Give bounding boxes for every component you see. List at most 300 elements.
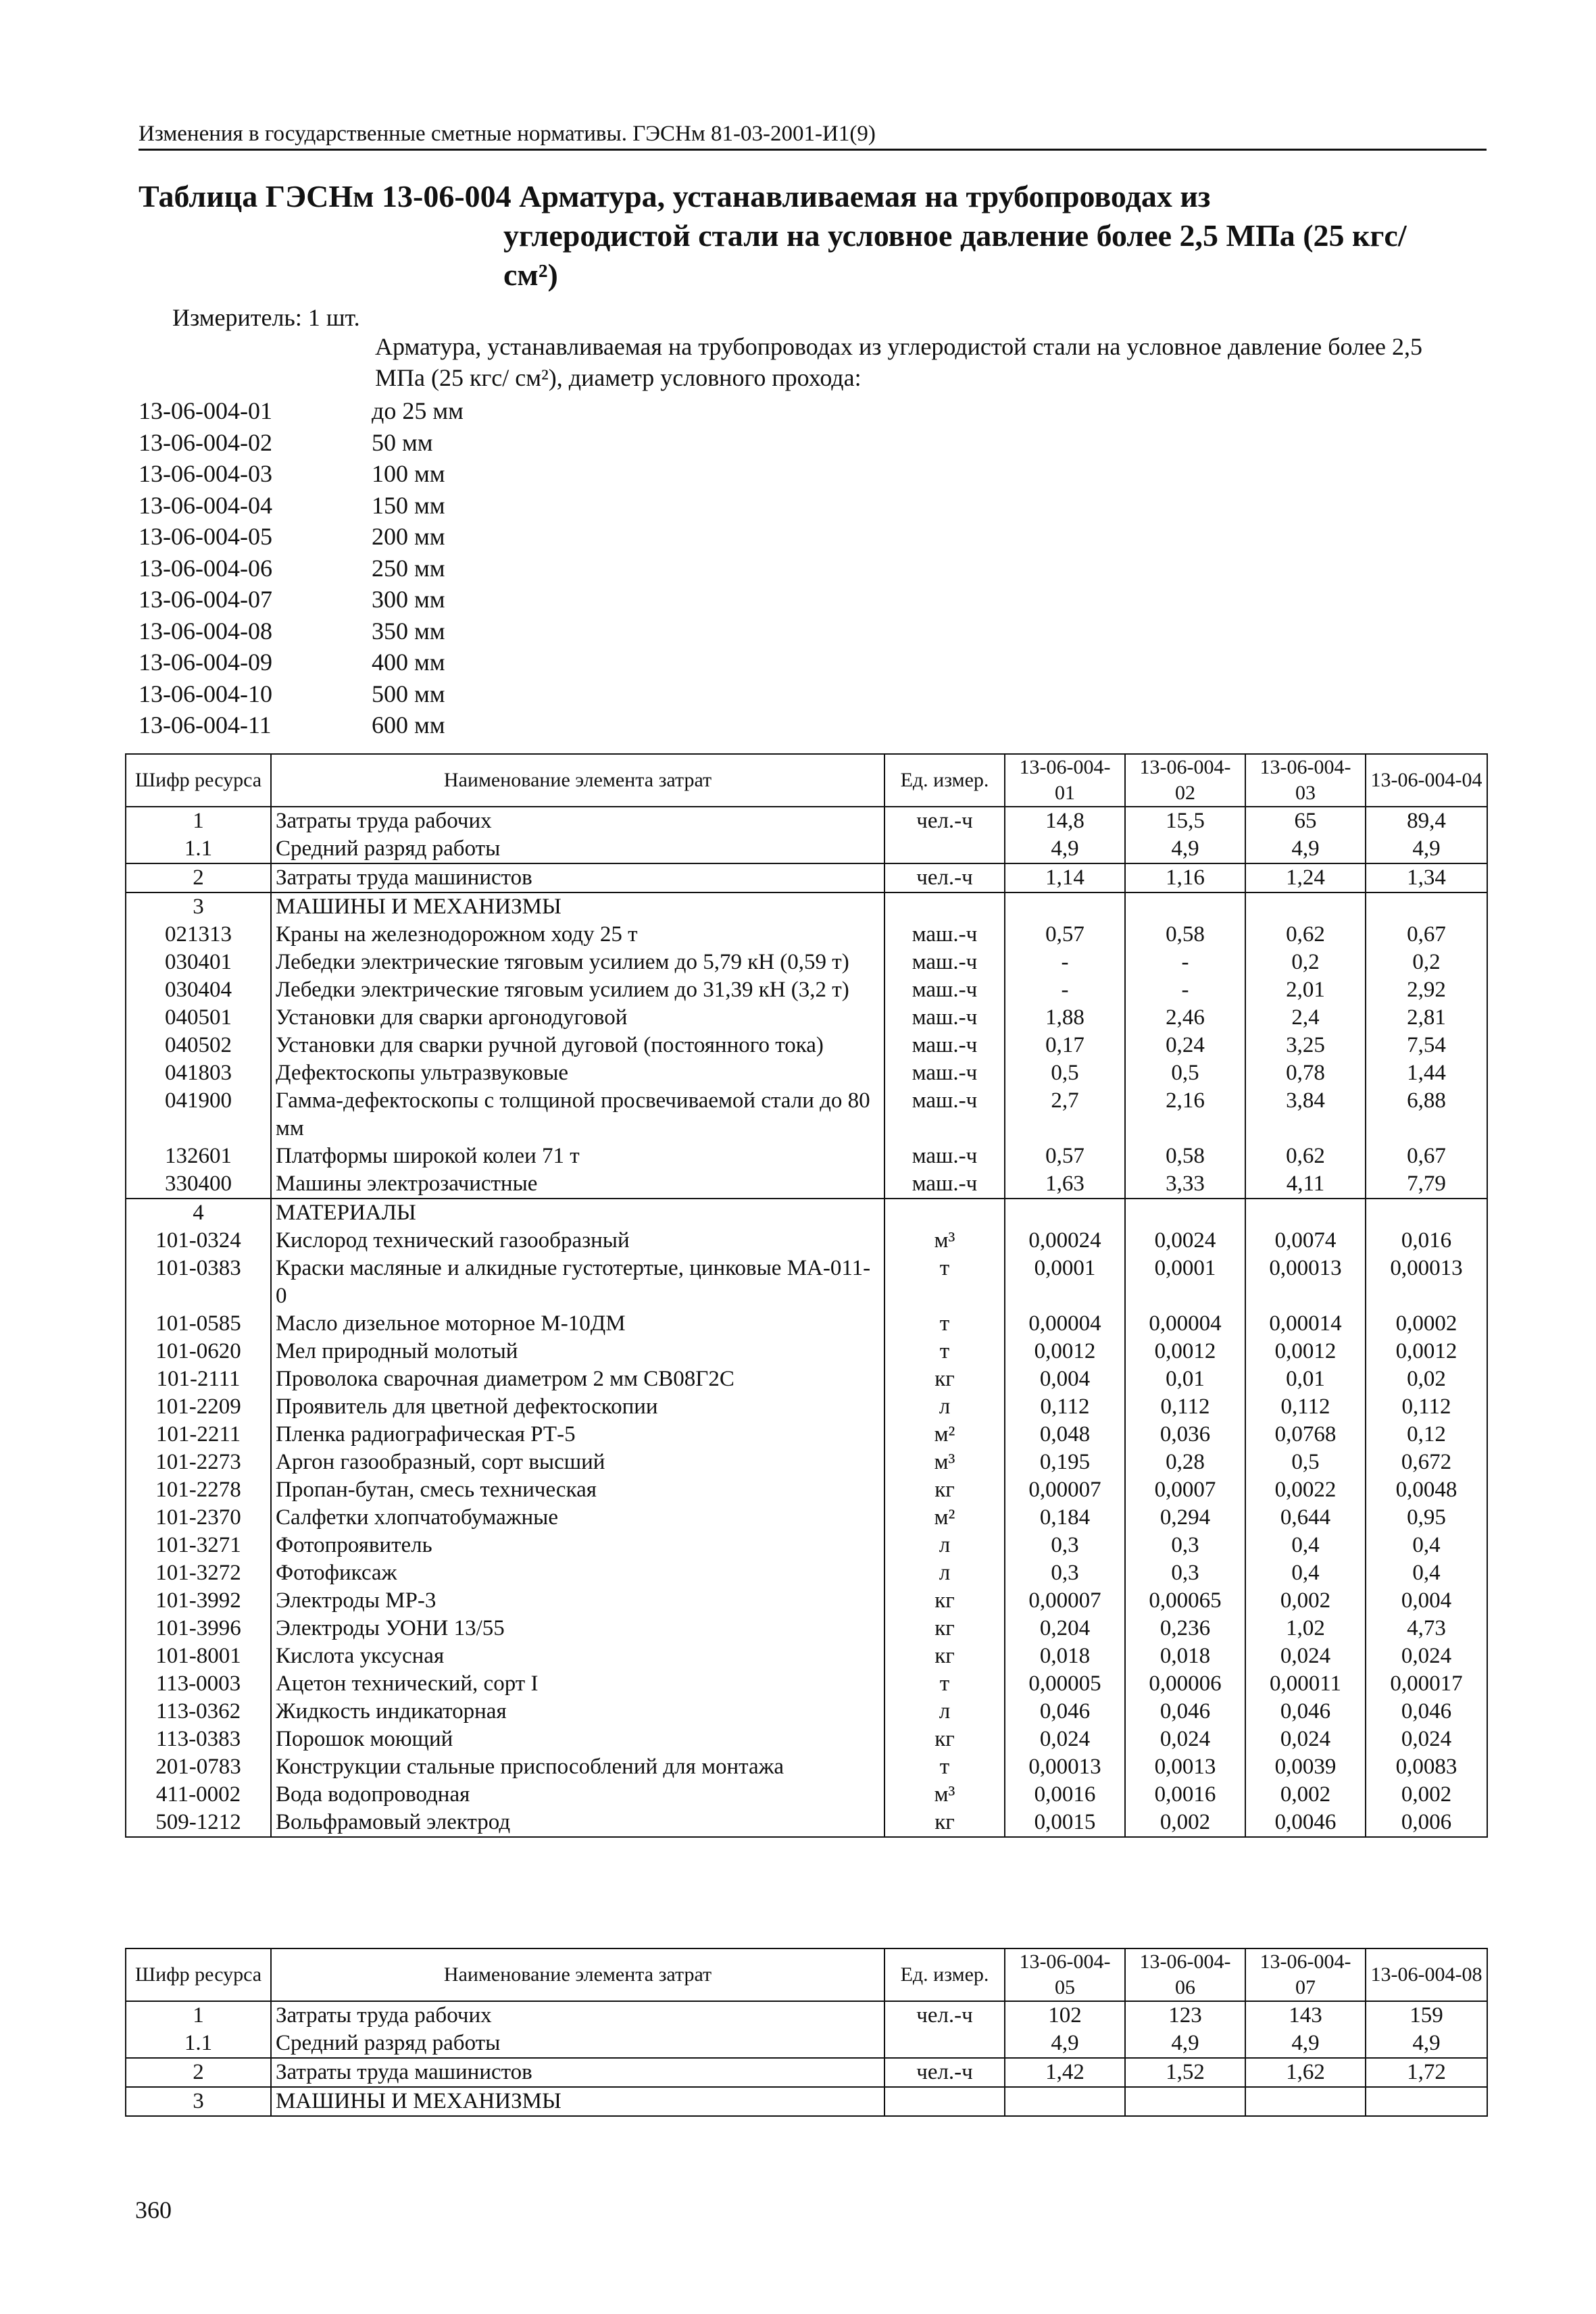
norm-code-row: [139, 678, 464, 710]
value-cell: 0,236: [1125, 1615, 1245, 1642]
norm-diameter: 50 мм: [372, 428, 433, 456]
cost-item-name: Кислота уксусная: [271, 1642, 884, 1670]
cost-item-name: Средний разряд работы: [271, 2030, 884, 2058]
value-cell: 0,0012: [1366, 1338, 1487, 1365]
unit-cell: чел.-ч: [884, 2001, 1005, 2030]
resource-code: 2: [126, 2058, 271, 2087]
table-row: [126, 1615, 1487, 1642]
value-cell: 4,73: [1366, 1615, 1487, 1642]
measurement-unit: Измеритель: 1 шт.: [172, 304, 360, 331]
value-cell: [1125, 892, 1245, 921]
unit-cell: маш.-ч: [884, 1142, 1005, 1170]
table-row: [126, 1059, 1487, 1087]
resource-code: 113-0362: [126, 1698, 271, 1726]
value-cell: 1,62: [1245, 2058, 1366, 2087]
resource-code: 021313: [126, 921, 271, 949]
resource-code: 330400: [126, 1170, 271, 1199]
cost-item-name: Затраты труда рабочих: [271, 807, 884, 835]
value-cell: 2,81: [1366, 1004, 1487, 1032]
value-cell: 2,4: [1245, 1004, 1366, 1032]
unit-cell: т: [884, 1338, 1005, 1365]
title-line-1: Таблица ГЭСНм 13-06-004 Арматура, устанавливаемая на трубопроводах из: [139, 179, 1211, 213]
cost-item-name: Пленка радиографическая РТ-5: [271, 1421, 884, 1449]
table-row: [126, 1559, 1487, 1587]
value-cell: 0,95: [1366, 1504, 1487, 1532]
work-description: Арматура, устанавливаемая на трубопроводах из углеродистой стали на условное давление более 2,5 МПа (25 кгс/ см²), диаметр условного прохода:: [375, 333, 1423, 391]
table-title: [139, 177, 1463, 295]
value-cell: 0,58: [1125, 921, 1245, 949]
cost-item-name: Вода водопроводная: [271, 1781, 884, 1809]
table-header-row: [126, 1948, 1487, 2001]
value-cell: 4,9: [1125, 835, 1245, 863]
value-cell: 1,72: [1366, 2058, 1487, 2087]
column-header: 13-06-004-06: [1125, 1948, 1245, 2001]
value-cell: 0,002: [1366, 1781, 1487, 1809]
cost-item-name: Лебедки электрические тяговым усилием до 5,79 кН (0,59 т): [271, 949, 884, 976]
table-header-row: [126, 754, 1487, 807]
table-row: [126, 976, 1487, 1004]
value-cell: 0,00005: [1005, 1670, 1125, 1698]
table-row: [126, 1087, 1487, 1142]
cost-item-name: Электроды УОНИ 13/55: [271, 1615, 884, 1642]
value-cell: 0,17: [1005, 1032, 1125, 1059]
value-cell: 3,33: [1125, 1170, 1245, 1199]
column-header: 13-06-004-08: [1366, 1948, 1487, 2001]
value-cell: 4,9: [1366, 835, 1487, 863]
cost-item-name: Установки для сварки ручной дуговой (постоянного тока): [271, 1032, 884, 1059]
column-header: 13-06-004-02: [1125, 754, 1245, 807]
norm-code: 13-06-004-10: [139, 680, 272, 707]
resource-code: 101-2278: [126, 1476, 271, 1504]
value-cell: 0,0074: [1245, 1227, 1366, 1255]
unit-cell: кг: [884, 1615, 1005, 1642]
value-cell: 4,9: [1125, 2030, 1245, 2058]
norm-code-row: [139, 647, 464, 678]
norm-diameter: 250 мм: [372, 554, 445, 582]
norm-diameter: 400 мм: [372, 649, 445, 676]
value-cell: 0,0013: [1125, 1753, 1245, 1781]
value-cell: 0,00007: [1005, 1476, 1125, 1504]
norm-diameter: 300 мм: [372, 586, 445, 613]
cost-item-name: Проволока сварочная диаметром 2 мм СВ08Г2С: [271, 1365, 884, 1393]
resource-code: 041900: [126, 1087, 271, 1142]
value-cell: 0,644: [1245, 1504, 1366, 1532]
value-cell: [1005, 2087, 1125, 2116]
value-cell: 0,01: [1245, 1365, 1366, 1393]
cost-table-1: [125, 753, 1488, 1838]
unit-cell: кг: [884, 1809, 1005, 1837]
value-cell: [1366, 1199, 1487, 1227]
value-cell: 1,63: [1005, 1170, 1125, 1199]
value-cell: 0,0768: [1245, 1421, 1366, 1449]
resource-code: 101-2211: [126, 1421, 271, 1449]
cost-item-name: Гамма-дефектоскопы с толщиной просвечиваемой стали до 80 мм: [271, 1087, 884, 1142]
unit-cell: м³: [884, 1449, 1005, 1476]
value-cell: 0,2: [1366, 949, 1487, 976]
value-cell: 1,34: [1366, 863, 1487, 892]
resource-code: 101-3992: [126, 1587, 271, 1615]
column-header: Ед. измер.: [884, 754, 1005, 807]
value-cell: 4,11: [1245, 1170, 1366, 1199]
value-cell: 0,00006: [1125, 1670, 1245, 1698]
running-header: Изменения в государственные сметные нормативы. ГЭСНм 81-03-2001-И1(9): [139, 120, 1487, 151]
value-cell: 143: [1245, 2001, 1366, 2030]
cost-item-name: Конструкции стальные приспособлений для монтажа: [271, 1753, 884, 1781]
unit-cell: маш.-ч: [884, 1004, 1005, 1032]
value-cell: 0,024: [1125, 1726, 1245, 1753]
norm-code: 13-06-004-01: [139, 397, 272, 424]
value-cell: 0,0083: [1366, 1753, 1487, 1781]
value-cell: 123: [1125, 2001, 1245, 2030]
resource-code: 101-2370: [126, 1504, 271, 1532]
value-cell: 7,54: [1366, 1032, 1487, 1059]
table-row: [126, 807, 1487, 835]
title-line-2: углеродистой стали на условное давление более 2,5 МПа (25 кгс/ см²): [503, 218, 1407, 292]
value-cell: 0,294: [1125, 1504, 1245, 1532]
resource-code: 113-0003: [126, 1670, 271, 1698]
value-cell: 65: [1245, 807, 1366, 835]
norm-code-row: [139, 521, 464, 553]
norm-diameter: до 25 мм: [372, 397, 464, 424]
value-cell: 0,0015: [1005, 1809, 1125, 1837]
value-cell: 4,9: [1245, 835, 1366, 863]
unit-cell: [884, 892, 1005, 921]
value-cell: 0,672: [1366, 1449, 1487, 1476]
value-cell: 0,002: [1245, 1587, 1366, 1615]
table-row: [126, 1726, 1487, 1753]
value-cell: 4,9: [1366, 2030, 1487, 2058]
cost-item-name: Аргон газообразный, сорт высший: [271, 1449, 884, 1476]
unit-cell: [884, 835, 1005, 863]
resource-code: 4: [126, 1199, 271, 1227]
cost-item-name: Ацетон технический, сорт I: [271, 1670, 884, 1698]
value-cell: 0,0012: [1125, 1338, 1245, 1365]
value-cell: 0,0048: [1366, 1476, 1487, 1504]
value-cell: 1,42: [1005, 2058, 1125, 2087]
value-cell: 0,00017: [1366, 1670, 1487, 1698]
resource-code: 101-2111: [126, 1365, 271, 1393]
table-row: [126, 835, 1487, 863]
value-cell: 2,92: [1366, 976, 1487, 1004]
cost-item-name: Установки для сварки аргонодуговой: [271, 1004, 884, 1032]
value-cell: 2,01: [1245, 976, 1366, 1004]
value-cell: [1366, 892, 1487, 921]
column-header: Шифр ресурса: [126, 1948, 271, 2001]
table-row: [126, 1032, 1487, 1059]
value-cell: 0,016: [1366, 1227, 1487, 1255]
column-header: Ед. измер.: [884, 1948, 1005, 2001]
cost-item-name: Дефектоскопы ультразвуковые: [271, 1059, 884, 1087]
value-cell: 0,018: [1125, 1642, 1245, 1670]
value-cell: 0,0012: [1005, 1338, 1125, 1365]
value-cell: 0,0001: [1125, 1255, 1245, 1310]
value-cell: 3,84: [1245, 1087, 1366, 1142]
unit-cell: маш.-ч: [884, 1032, 1005, 1059]
norm-code-row: [139, 584, 464, 615]
value-cell: 0,195: [1005, 1449, 1125, 1476]
column-header: Наименование элемента затрат: [271, 754, 884, 807]
value-cell: 4,9: [1005, 2030, 1125, 2058]
column-header: Наименование элемента затрат: [271, 1948, 884, 2001]
value-cell: 0,004: [1366, 1587, 1487, 1615]
resource-code: 040502: [126, 1032, 271, 1059]
unit-cell: чел.-ч: [884, 2058, 1005, 2087]
value-cell: 0,28: [1125, 1449, 1245, 1476]
value-cell: [1125, 2087, 1245, 2116]
value-cell: 0,0016: [1125, 1781, 1245, 1809]
value-cell: 0,00014: [1245, 1310, 1366, 1338]
unit-cell: маш.-ч: [884, 1087, 1005, 1142]
cost-item-name: Фотопроявитель: [271, 1532, 884, 1559]
unit-cell: л: [884, 1698, 1005, 1726]
value-cell: 0,57: [1005, 921, 1125, 949]
unit-cell: л: [884, 1393, 1005, 1421]
value-cell: 0,0002: [1366, 1310, 1487, 1338]
unit-cell: м²: [884, 1504, 1005, 1532]
norm-diameter: 500 мм: [372, 680, 445, 707]
value-cell: 0,112: [1125, 1393, 1245, 1421]
table-row: [126, 1310, 1487, 1338]
cost-item-name: Порошок моющий: [271, 1726, 884, 1753]
resource-code: 040501: [126, 1004, 271, 1032]
table-row: [126, 1781, 1487, 1809]
value-cell: 0,184: [1005, 1504, 1125, 1532]
value-cell: 0,0046: [1245, 1809, 1366, 1837]
cost-item-name: Затраты труда рабочих: [271, 2001, 884, 2030]
value-cell: -: [1125, 976, 1245, 1004]
table-row: [126, 1698, 1487, 1726]
value-cell: 0,00065: [1125, 1587, 1245, 1615]
value-cell: 0,00013: [1005, 1753, 1125, 1781]
table-row: [126, 1142, 1487, 1170]
value-cell: 0,01: [1125, 1365, 1245, 1393]
norm-code: 13-06-004-07: [139, 586, 272, 613]
value-cell: 0,3: [1005, 1532, 1125, 1559]
value-cell: 0,0024: [1125, 1227, 1245, 1255]
norm-code: 13-06-004-05: [139, 523, 272, 550]
norm-code-row: [139, 709, 464, 741]
unit-cell: м³: [884, 1227, 1005, 1255]
unit-cell: маш.-ч: [884, 921, 1005, 949]
cost-item-name: Мел природный молотый: [271, 1338, 884, 1365]
value-cell: 0,02: [1366, 1365, 1487, 1393]
resource-code: 030404: [126, 976, 271, 1004]
value-cell: 1,44: [1366, 1059, 1487, 1087]
unit-cell: т: [884, 1670, 1005, 1698]
value-cell: 3,25: [1245, 1032, 1366, 1059]
cost-item-name: Вольфрамовый электрод: [271, 1809, 884, 1837]
value-cell: 0,3: [1125, 1559, 1245, 1587]
unit-cell: [884, 2087, 1005, 2116]
value-cell: -: [1125, 949, 1245, 976]
value-cell: 0,00024: [1005, 1227, 1125, 1255]
table-row: [126, 1004, 1487, 1032]
value-cell: 0,002: [1125, 1809, 1245, 1837]
value-cell: 15,5: [1125, 807, 1245, 835]
cost-item-name: Лебедки электрические тяговым усилием до 31,39 кН (3,2 т): [271, 976, 884, 1004]
norm-diameter: 150 мм: [372, 491, 445, 519]
value-cell: -: [1005, 949, 1125, 976]
unit-cell: м²: [884, 1421, 1005, 1449]
resource-code: 041803: [126, 1059, 271, 1087]
value-cell: 0,024: [1366, 1642, 1487, 1670]
value-cell: [1245, 892, 1366, 921]
unit-cell: [884, 1199, 1005, 1227]
resource-code: 3: [126, 892, 271, 921]
column-header: 13-06-004-01: [1005, 754, 1125, 807]
value-cell: 0,0039: [1245, 1753, 1366, 1781]
resource-code: 2: [126, 863, 271, 892]
value-cell: 0,0022: [1245, 1476, 1366, 1504]
unit-cell: т: [884, 1753, 1005, 1781]
resource-code: 411-0002: [126, 1781, 271, 1809]
value-cell: 89,4: [1366, 807, 1487, 835]
cost-item-name: Масло дизельное моторное М-10ДМ: [271, 1310, 884, 1338]
value-cell: [1245, 2087, 1366, 2116]
value-cell: 14,8: [1005, 807, 1125, 835]
value-cell: 0,036: [1125, 1421, 1245, 1449]
value-cell: 0,67: [1366, 1142, 1487, 1170]
page-number: 360: [135, 2196, 172, 2223]
cost-item-name: Электроды МР-3: [271, 1587, 884, 1615]
norm-diameter: 200 мм: [372, 523, 445, 550]
cost-item-name: Салфетки хлопчатобумажные: [271, 1504, 884, 1532]
resource-code: 101-3996: [126, 1615, 271, 1642]
value-cell: 2,16: [1125, 1087, 1245, 1142]
unit-cell: т: [884, 1310, 1005, 1338]
unit-cell: чел.-ч: [884, 863, 1005, 892]
norm-code-row: [139, 490, 464, 522]
value-cell: 0,00013: [1366, 1255, 1487, 1310]
value-cell: [1005, 1199, 1125, 1227]
value-cell: [1245, 1199, 1366, 1227]
value-cell: 0,3: [1005, 1559, 1125, 1587]
value-cell: 1,52: [1125, 2058, 1245, 2087]
resource-code: 1.1: [126, 2030, 271, 2058]
unit-cell: маш.-ч: [884, 976, 1005, 1004]
resource-code: 101-8001: [126, 1642, 271, 1670]
value-cell: 0,4: [1245, 1532, 1366, 1559]
value-cell: 0,00004: [1125, 1310, 1245, 1338]
value-cell: 0,018: [1005, 1642, 1125, 1670]
norm-diameter: 600 мм: [372, 711, 445, 738]
value-cell: 0,0016: [1005, 1781, 1125, 1809]
table-row: [126, 1753, 1487, 1781]
value-cell: 0,00004: [1005, 1310, 1125, 1338]
value-cell: 0,4: [1366, 1559, 1487, 1587]
value-cell: 0,78: [1245, 1059, 1366, 1087]
value-cell: 1,88: [1005, 1004, 1125, 1032]
unit-cell: маш.-ч: [884, 1170, 1005, 1199]
resource-code: 3: [126, 2087, 271, 2116]
unit-cell: кг: [884, 1476, 1005, 1504]
value-cell: 0,62: [1245, 921, 1366, 949]
unit-cell: кг: [884, 1365, 1005, 1393]
value-cell: 0,046: [1005, 1698, 1125, 1726]
table-row: [126, 2030, 1487, 2058]
unit-cell: маш.-ч: [884, 949, 1005, 976]
table-row: [126, 1504, 1487, 1532]
value-cell: 1,24: [1245, 863, 1366, 892]
value-cell: 0,046: [1245, 1698, 1366, 1726]
value-cell: 0,112: [1005, 1393, 1125, 1421]
cost-item-name: Затраты труда машинистов: [271, 863, 884, 892]
value-cell: 0,024: [1005, 1726, 1125, 1753]
value-cell: 0,112: [1366, 1393, 1487, 1421]
table-row: [126, 1338, 1487, 1365]
resource-code: 101-0585: [126, 1310, 271, 1338]
value-cell: 0,0001: [1005, 1255, 1125, 1310]
table-row: [126, 921, 1487, 949]
value-cell: 0,67: [1366, 921, 1487, 949]
resource-code: 101-0620: [126, 1338, 271, 1365]
table-row: [126, 1670, 1487, 1698]
resource-code: 1: [126, 2001, 271, 2030]
norm-code-row: [139, 553, 464, 584]
norm-code: 13-06-004-04: [139, 491, 272, 519]
resource-code: 101-3271: [126, 1532, 271, 1559]
value-cell: 4,9: [1005, 835, 1125, 863]
value-cell: 0,024: [1366, 1726, 1487, 1753]
norm-code: 13-06-004-09: [139, 649, 272, 676]
cost-item-name: Кислород технический газообразный: [271, 1227, 884, 1255]
cost-item-name: Машины электрозачистные: [271, 1170, 884, 1199]
norm-diameter: 100 мм: [372, 460, 445, 487]
column-header: Шифр ресурса: [126, 754, 271, 807]
value-cell: 0,204: [1005, 1615, 1125, 1642]
cost-item-name: Средний разряд работы: [271, 835, 884, 863]
value-cell: 0,12: [1366, 1421, 1487, 1449]
value-cell: 0,006: [1366, 1809, 1487, 1837]
table-row: [126, 1476, 1487, 1504]
table-row: [126, 1421, 1487, 1449]
value-cell: 0,046: [1125, 1698, 1245, 1726]
value-cell: 6,88: [1366, 1087, 1487, 1142]
resource-code: 101-0324: [126, 1227, 271, 1255]
value-cell: [1005, 892, 1125, 921]
section-title: МАШИНЫ И МЕХАНИЗМЫ: [271, 2087, 884, 2116]
norm-code: 13-06-004-03: [139, 460, 272, 487]
resource-code: 509-1212: [126, 1809, 271, 1837]
norm-code-row: [139, 615, 464, 647]
value-cell: 159: [1366, 2001, 1487, 2030]
column-header: 13-06-004-07: [1245, 1948, 1366, 2001]
table-row: [126, 1255, 1487, 1310]
table-row: [126, 1809, 1487, 1837]
column-header: 13-06-004-05: [1005, 1948, 1125, 2001]
section-title: МАТЕРИАЛЫ: [271, 1199, 884, 1227]
resource-code: 132601: [126, 1142, 271, 1170]
resource-code: 1.1: [126, 835, 271, 863]
value-cell: 0,3: [1125, 1532, 1245, 1559]
resource-code: 201-0783: [126, 1753, 271, 1781]
table-row: [126, 892, 1487, 921]
value-cell: 0,58: [1125, 1142, 1245, 1170]
cost-item-name: Пропан-бутан, смесь техническая: [271, 1476, 884, 1504]
value-cell: -: [1005, 976, 1125, 1004]
table-row: [126, 1393, 1487, 1421]
cost-item-name: Проявитель для цветной дефектоскопии: [271, 1393, 884, 1421]
norm-code: 13-06-004-02: [139, 428, 272, 456]
cost-item-name: Затраты труда машинистов: [271, 2058, 884, 2087]
norm-code-list: [139, 395, 464, 741]
cost-item-name: Жидкость индикаторная: [271, 1698, 884, 1726]
table-row: [126, 2058, 1487, 2087]
value-cell: 0,0007: [1125, 1476, 1245, 1504]
unit-cell: л: [884, 1532, 1005, 1559]
table-row: [126, 1587, 1487, 1615]
table-row: [126, 949, 1487, 976]
